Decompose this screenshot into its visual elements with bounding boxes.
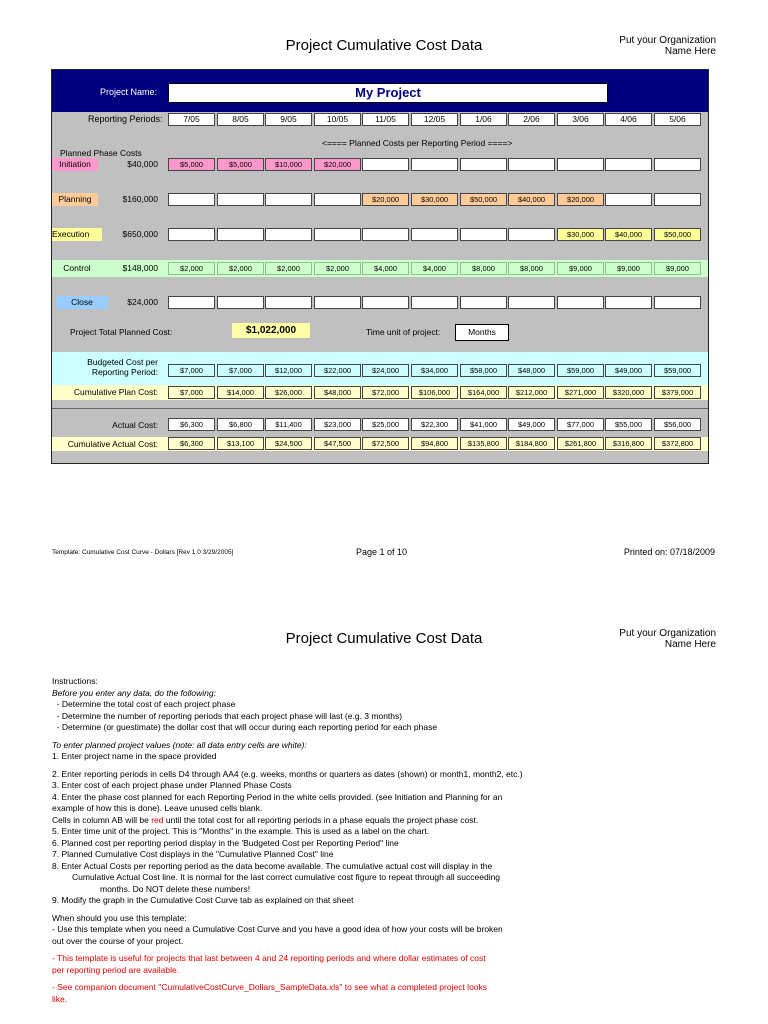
reporting-period-cell[interactable]: 10/05 [314,113,361,126]
page2-title: Project Cumulative Cost Data [285,630,483,647]
actual-cost-cell[interactable]: $56,000 [654,418,701,431]
reporting-period-cell[interactable]: 12/05 [411,113,458,126]
cum-actual-cell: $6,300 [168,437,215,450]
reporting-period-cell[interactable]: 5/06 [654,113,701,126]
phase-value-cell[interactable]: $10,000 [265,158,312,171]
cum-actual-label: Cumulative Actual Cost: [67,439,158,449]
instructions [52,676,672,1005]
page2-org-line-2: Name Here [664,639,716,650]
actual-cost-cell[interactable]: $11,400 [265,418,312,431]
step-3: 3. Enter cost of each project phase under Planned Phase Costs [52,780,292,790]
phase-value-cell[interactable] [508,228,555,241]
phase-value-cell[interactable]: $50,000 [460,193,507,206]
step-7: 7. Planned Cumulative Cost displays in the "Cumulative Planned Cost" line [52,849,334,859]
cum-plan-cell: $26,000 [265,386,312,399]
before-heading: Before you enter any data, do the following: [52,687,216,698]
cum-actual-cell: $261,800 [557,437,604,450]
phase-value-cell[interactable] [411,296,458,309]
phase-value-cell[interactable]: $4,000 [411,262,458,275]
phase-cost-planning[interactable]: $160,000 [122,194,158,204]
cum-actual-cell: $135,800 [460,437,507,450]
page2-organization-name [619,628,716,650]
cum-plan-cell: $320,000 [605,386,652,399]
phase-value-cell[interactable] [217,296,264,309]
enter-heading: To enter planned project values (note: all data entry cells are white): [52,739,307,750]
phase-value-cell[interactable]: $50,000 [654,228,701,241]
budgeted-cell: $7,000 [217,364,264,377]
sheet-header [52,70,708,112]
phase-value-cell[interactable] [605,296,652,309]
phase-value-cell[interactable] [654,158,701,171]
budgeted-cell: $59,000 [557,364,604,377]
phase-value-cell[interactable]: $8,000 [460,262,507,275]
planned-phase-costs-label: Planned Phase Costs [60,148,142,158]
phase-value-cell[interactable] [168,296,215,309]
phase-cost-control[interactable]: $148,000 [122,263,158,273]
step-6: 6. Planned cost per reporting period display in the 'Budgeted Cost per Reporting Period" line [52,837,399,848]
page2-org-line-1: Put your Organization [619,628,716,639]
project-name-input[interactable]: My Project [168,83,608,103]
phase-label-planning: Planning [52,193,98,206]
budgeted-cell: $12,000 [265,364,312,377]
when-2a: - This template is useful for projects that last between 4 and 24 reporting periods and where dollar estimates of cost [52,953,486,963]
cum-actual-cell: $13,100 [217,437,264,450]
phase-value-cell[interactable] [168,228,215,241]
phase-value-cell[interactable]: $40,000 [508,193,555,206]
phase-value-cell[interactable]: $20,000 [314,158,361,171]
cum-plan-label: Cumulative Plan Cost: [73,387,158,397]
budgeted-cell: $7,000 [168,364,215,377]
phase-value-cell[interactable] [314,193,361,206]
actual-cost-cell[interactable]: $49,000 [508,418,555,431]
phase-value-cell[interactable] [411,158,458,171]
when-1a: - Use this template when you need a Cumulative Cost Curve and you have a good idea of how your costs will be broken [52,924,503,934]
phase-label-execution: Execution [52,228,102,241]
phase-value-cell[interactable]: $20,000 [362,193,409,206]
budgeted-cell: $48,000 [508,364,555,377]
phase-value-cell[interactable] [362,296,409,309]
when-heading: When should you use this template: [52,912,187,923]
reporting-period-cell[interactable]: 7/05 [168,113,215,126]
phase-label-initiation: Initiation [52,158,98,171]
time-unit-label: Time unit of project: [366,327,441,337]
phase-value-cell[interactable] [557,158,604,171]
phase-value-cell[interactable] [460,228,507,241]
phase-value-cell[interactable] [314,296,361,309]
reporting-periods-label: Reporting Periods: [88,114,163,124]
actual-cost-cell[interactable]: $6,800 [217,418,264,431]
cum-plan-cell: $164,000 [460,386,507,399]
reporting-period-cell[interactable]: 4/06 [605,113,652,126]
phase-value-cell[interactable]: $2,000 [217,262,264,275]
budgeted-cell: $49,000 [605,364,652,377]
before-item: - Determine the number of reporting periods that each project phase will last (e.g. 3 months) [52,710,403,721]
cum-actual-cell: $316,800 [605,437,652,450]
budgeted-cell: $22,000 [314,364,361,377]
phase-value-cell[interactable] [265,228,312,241]
phase-value-cell[interactable] [265,296,312,309]
footer-page-number: Page 1 of 10 [356,547,408,557]
instructions-heading: Instructions: [52,676,98,686]
step-8c: months. Do NOT delete these numbers! [100,883,251,894]
step-2: 2. Enter reporting periods in cells D4 through AA4 (e.g. weeks, months or quarters as dates (shown) or month1, month2, etc.) [52,768,523,779]
planned-costs-banner: <==== Planned Costs per Reporting Period ====> [322,138,513,148]
phase-value-cell[interactable] [508,158,555,171]
project-name-label: Project Name: [100,87,158,97]
phase-cost-close[interactable]: $24,000 [127,297,158,307]
cum-plan-cell: $212,000 [508,386,555,399]
step-4b: example of how this is done). Leave unused cells blank. [52,803,263,813]
budgeted-cell: $24,000 [362,364,409,377]
reporting-period-cell[interactable]: 2/06 [508,113,555,126]
actual-cost-cell[interactable]: $25,000 [362,418,409,431]
cum-plan-cell: $106,000 [411,386,458,399]
phase-label-close: Close [56,296,108,309]
actual-cost-cell[interactable]: $55,000 [605,418,652,431]
when-3b: like. [52,993,68,1004]
actual-cost-label: Actual Cost: [112,420,158,430]
cum-actual-cell: $47,500 [314,437,361,450]
actual-cost-cell[interactable]: $41,000 [460,418,507,431]
cum-actual-cell: $94,800 [411,437,458,450]
budgeted-label-line-2: Reporting Period: [91,367,158,377]
cum-plan-cell: $7,000 [168,386,215,399]
budgeted-cell: $34,000 [411,364,458,377]
actual-cost-cell[interactable]: $6,300 [168,418,215,431]
organization-name [619,35,716,57]
reporting-period-cell[interactable]: 3/06 [557,113,604,126]
cum-actual-cell: $184,800 [508,437,555,450]
when-1b: out over the course of your project. [52,935,184,946]
phase-value-cell[interactable]: $30,000 [411,193,458,206]
when-3a: - See companion document "CumulativeCostCurve_Dollars_SampleData.xls" to see what a completed project looks [52,982,488,992]
phase-value-cell[interactable] [605,193,652,206]
phase-value-cell[interactable] [362,158,409,171]
phase-value-cell[interactable]: $9,000 [654,262,701,275]
actual-cost-cell[interactable]: $77,000 [557,418,604,431]
phase-value-cell[interactable]: $9,000 [557,262,604,275]
step-8a: 8. Enter Actual Costs per reporting period as the data become available. The cumulative actual cost will display in the [52,860,493,871]
reporting-period-cell[interactable]: 9/05 [265,113,312,126]
phase-value-cell[interactable] [217,228,264,241]
phase-value-cell[interactable]: $5,000 [168,158,215,171]
before-item: - Determine the total cost of each project phase [52,699,236,709]
red-note-word: red [151,814,164,825]
budgeted-label-line-1: Budgeted Cost per [87,357,158,367]
reporting-period-cell[interactable]: 8/05 [217,113,264,126]
when-2b: per reporting period are available. [52,964,180,975]
reporting-period-cell[interactable]: 11/05 [362,113,409,126]
phase-value-cell[interactable]: $40,000 [605,228,652,241]
phase-value-cell[interactable]: $30,000 [557,228,604,241]
phase-value-cell[interactable] [605,158,652,171]
step-9: 9. Modify the graph in the Cumulative Cost Curve tab as explained on that sheet [52,895,354,905]
cum-plan-cell: $379,000 [654,386,701,399]
cum-plan-cell: $14,000 [217,386,264,399]
phase-value-cell[interactable]: $2,000 [168,262,215,275]
phase-value-cell[interactable]: $20,000 [557,193,604,206]
phase-value-cell[interactable] [508,296,555,309]
red-note-post: until the total cost for all reporting periods in a phase equals the project phase cost. [163,814,479,825]
red-note [52,815,672,827]
cum-actual-cell: $24,500 [265,437,312,450]
phase-value-cell[interactable] [314,228,361,241]
org-line-2: Name Here [664,46,716,57]
phase-value-cell[interactable] [654,296,701,309]
step-8b: Cumulative Actual Cost line. It is normal for the last correct cumulative cost figure to repeat through all succeeding [72,872,501,882]
divider [52,408,708,409]
phase-value-cell[interactable] [362,228,409,241]
cum-actual-cell: $72,500 [362,437,409,450]
phase-value-cell[interactable] [654,193,701,206]
phase-value-cell[interactable] [460,158,507,171]
org-line-1: Put your Organization [619,35,716,46]
phase-value-cell[interactable]: $2,000 [265,262,312,275]
phase-label-control: Control [63,263,91,273]
cum-plan-cell: $48,000 [314,386,361,399]
phase-value-cell[interactable] [557,296,604,309]
red-note-pre: Cells in column AB will be [52,814,152,825]
phase-cost-initiation[interactable]: $40,000 [127,159,158,169]
phase-value-cell[interactable]: $4,000 [362,262,409,275]
step-5: 5. Enter time unit of the project. This is "Months" in the example. This is used as a label on the chart. [52,826,430,836]
budgeted-label [52,357,158,377]
before-list [52,699,672,734]
phase-value-cell[interactable] [411,228,458,241]
step-4a: 4. Enter the phase cost planned for each Reporting Period in the white cells provided. (see Initiation and Planning for an [52,791,503,802]
phase-cost-execution[interactable]: $650,000 [122,229,158,239]
cum-plan-cell: $271,000 [557,386,604,399]
phase-value-cell[interactable]: $8,000 [508,262,555,275]
phase-value-cell[interactable]: $2,000 [314,262,361,275]
page-title: Project Cumulative Cost Data [285,37,483,54]
reporting-period-cell[interactable]: 1/06 [460,113,507,126]
cost-data-sheet [51,69,709,464]
phase-value-cell[interactable]: $9,000 [605,262,652,275]
time-unit-input[interactable]: Months [455,324,509,341]
footer-printed-on: Printed on: 07/18/2009 [623,547,715,557]
cum-plan-cell: $72,000 [362,386,409,399]
phase-value-cell[interactable]: $5,000 [217,158,264,171]
phase-value-cell[interactable] [217,193,264,206]
phase-value-cell[interactable] [265,193,312,206]
phase-value-cell[interactable] [460,296,507,309]
phase-value-cell[interactable] [168,193,215,206]
step-1: 1. Enter project name in the space provided [52,751,217,761]
budgeted-cell: $58,000 [460,364,507,377]
total-planned-cost-label: Project Total Planned Cost: [70,327,173,337]
actual-cost-cell[interactable]: $23,000 [314,418,361,431]
before-item: - Determine (or guestimate) the dollar cost that will occur during each reporting period for each phase [52,722,438,732]
budgeted-cell: $59,000 [654,364,701,377]
footer-template: Template: Cumulative Cost Curve - Dollars [Rev 1.0 3/29/2005] [52,549,234,556]
total-planned-cost-value: $1,022,000 [232,323,310,338]
actual-cost-cell[interactable]: $22,300 [411,418,458,431]
cum-actual-cell: $372,800 [654,437,701,450]
